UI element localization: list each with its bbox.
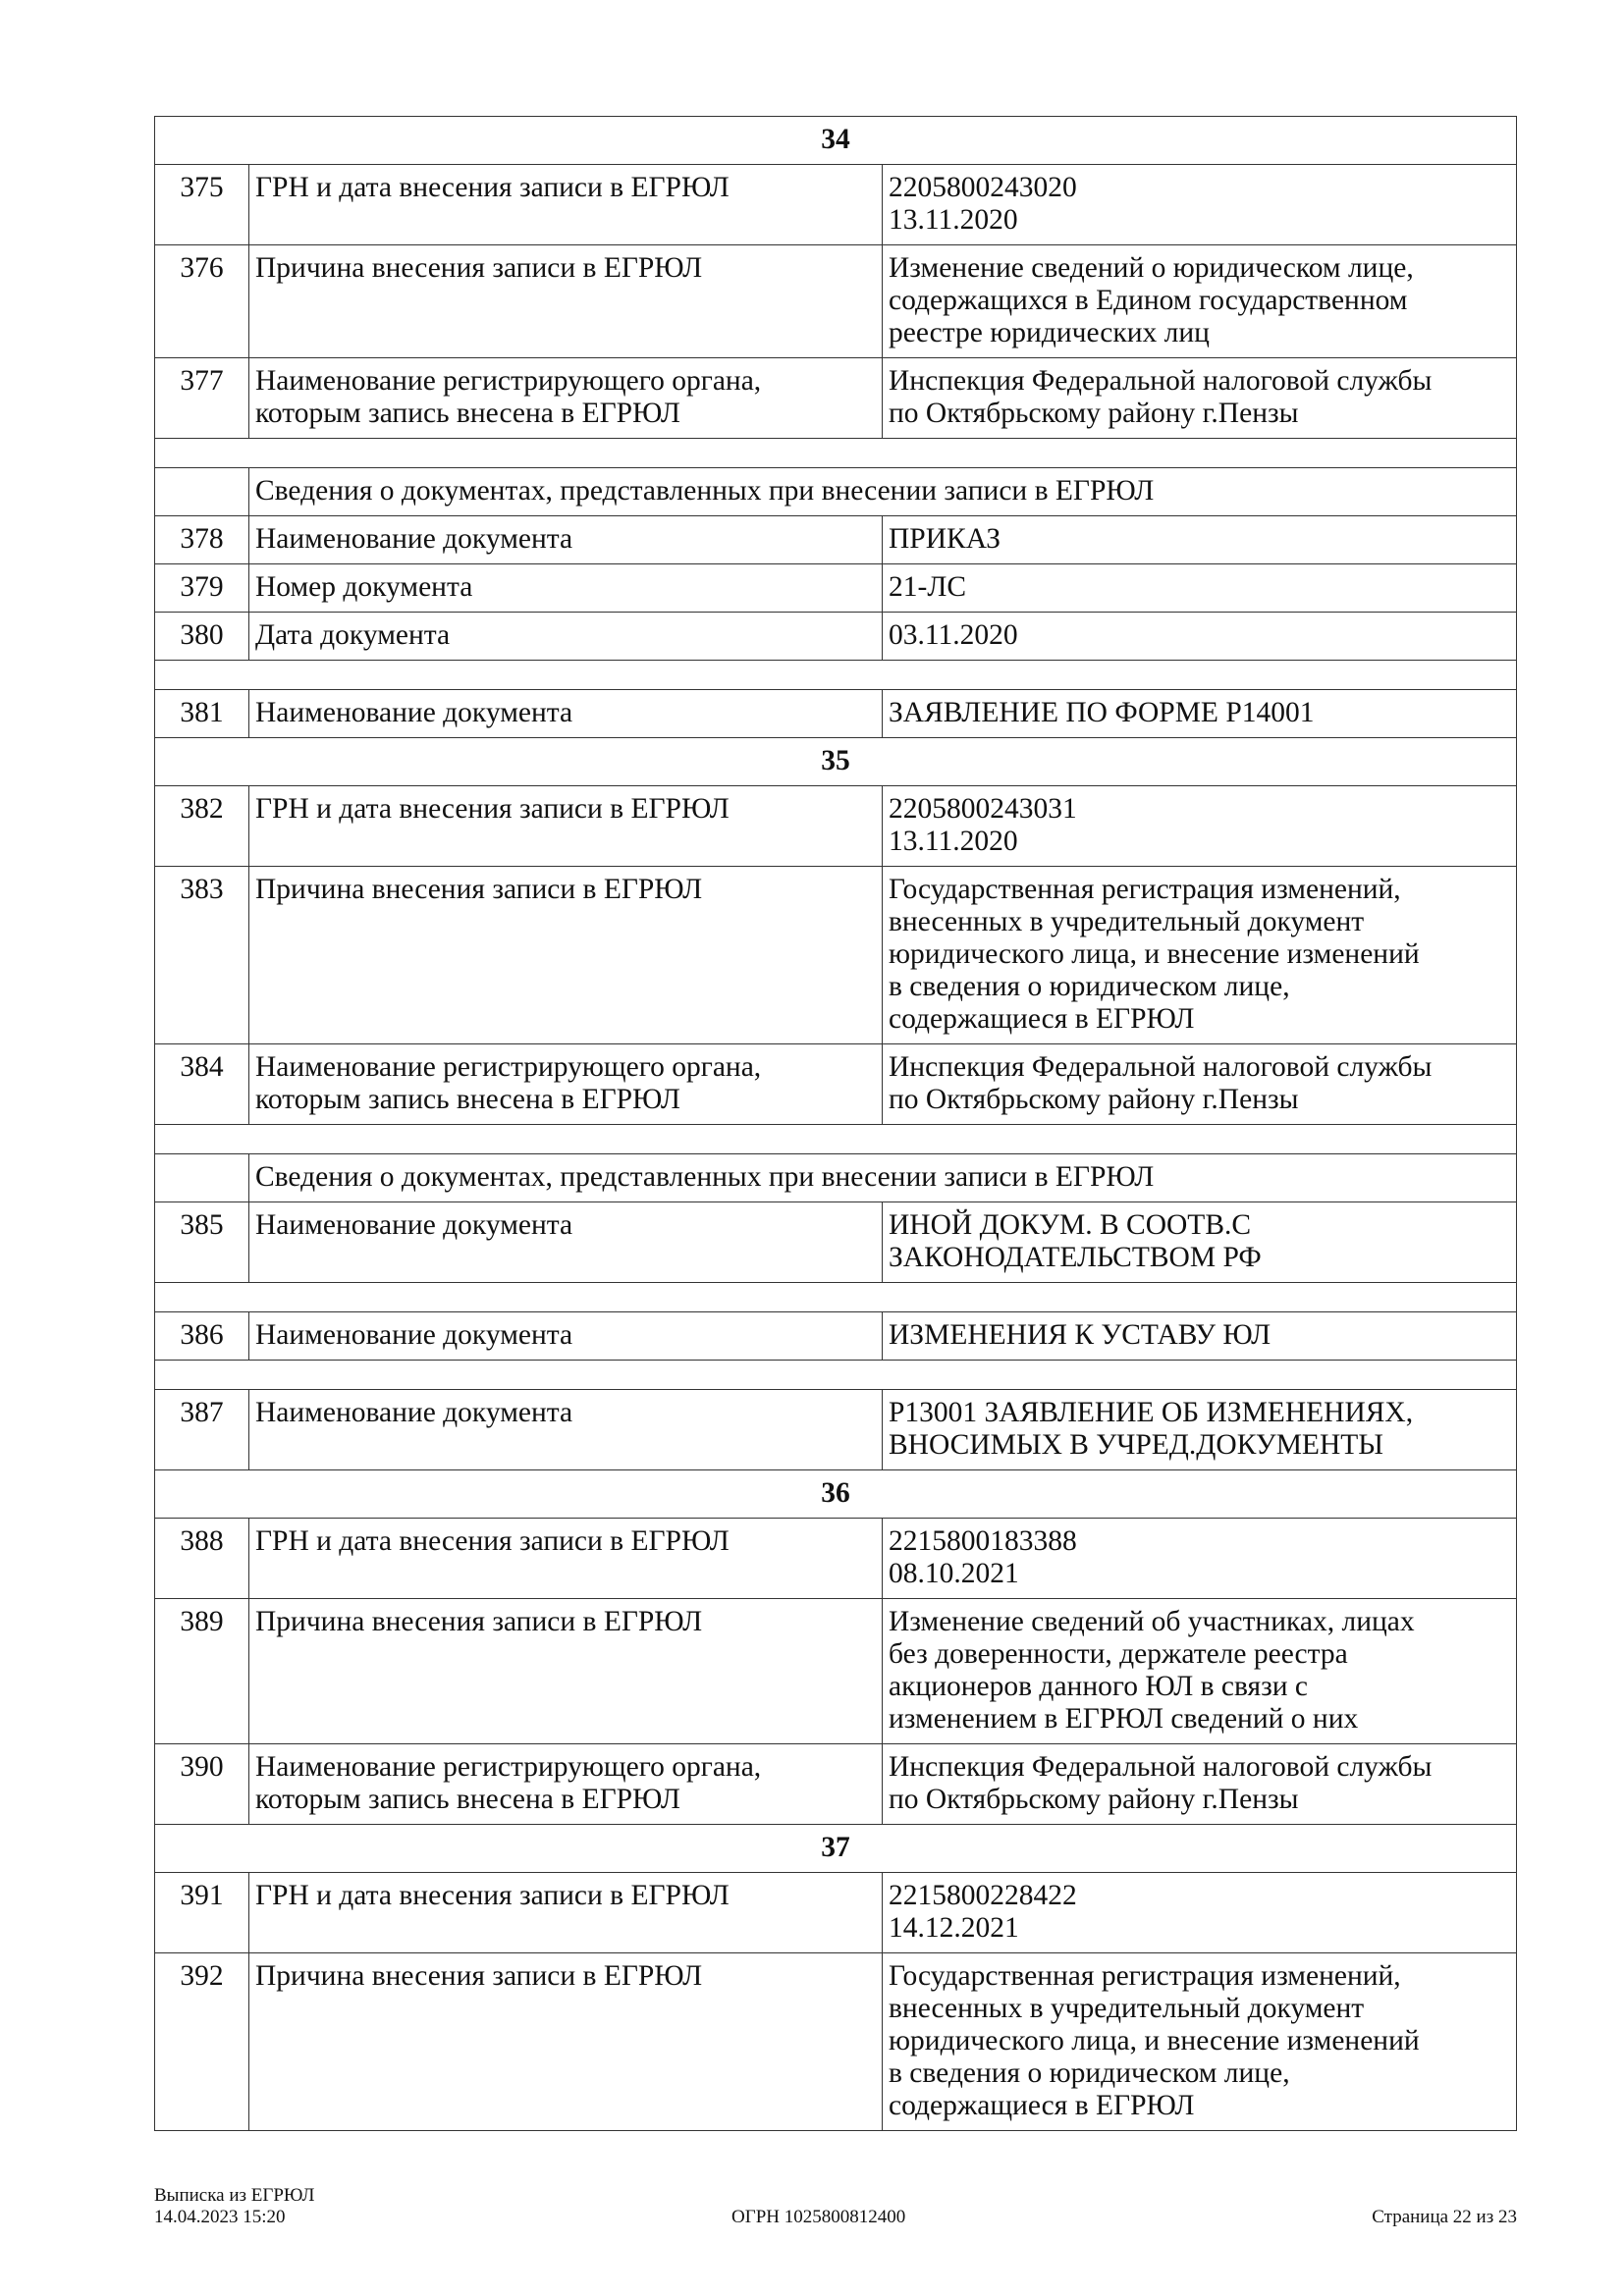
blank-row (155, 1125, 1517, 1154)
table-row (155, 358, 1517, 439)
blank-row (155, 661, 1517, 690)
row-value: Р13001 ЗАЯВЛЕНИЕ ОБ ИЗМЕНЕНИЯХ, ВНОСИМЫХ В УЧРЕД.ДОКУМЕНТЫ (883, 1390, 1517, 1470)
row-number: 385 (155, 1202, 249, 1283)
table-row (155, 1873, 1517, 1953)
footer-ogrn: ОГРН 1025800812400 (731, 2207, 906, 2227)
documents-subheader: Сведения о документах, представленных при внесении записи в ЕГРЮЛ (249, 468, 1517, 516)
footer-title: Выписка из ЕГРЮЛ (154, 2185, 315, 2206)
documents-subheader: Сведения о документах, представленных при внесении записи в ЕГРЮЛ (249, 1154, 1517, 1202)
table-row (155, 1202, 1517, 1283)
row-value: 21-ЛС (883, 564, 1517, 613)
row-label: ГРН и дата внесения записи в ЕГРЮЛ (249, 1519, 883, 1599)
row-value: Изменение сведений об участниках, лицах без доверенности, держателе реестра акционеров данного ЮЛ в связи с изменением в ЕГРЮЛ сведений о них (883, 1599, 1517, 1744)
blank-row (155, 1283, 1517, 1312)
empty-num-cell (155, 468, 249, 516)
table-row (155, 690, 1517, 738)
table-row (155, 1390, 1517, 1470)
row-number: 384 (155, 1044, 249, 1125)
row-value: Изменение сведений о юридическом лице, содержащихся в Едином государственном реестре юридических лиц (883, 245, 1517, 358)
row-label: Наименование документа (249, 1390, 883, 1470)
documents-subheader-row (155, 468, 1517, 516)
row-value: Инспекция Федеральной налоговой службы по Октябрьскому району г.Пензы (883, 1744, 1517, 1825)
row-value: ЗАЯВЛЕНИЕ ПО ФОРМЕ Р14001 (883, 690, 1517, 738)
row-value: Государственная регистрация изменений, внесенных в учредительный документ юридического лица, и внесение изменений в сведения о юридическом лице, содержащиеся в ЕГРЮЛ (883, 1953, 1517, 2131)
section-number: 34 (155, 117, 1517, 165)
row-number: 377 (155, 358, 249, 439)
table-row (155, 613, 1517, 661)
row-label: Наименование регистрирующего органа, которым запись внесена в ЕГРЮЛ (249, 1044, 883, 1125)
section-number: 36 (155, 1470, 1517, 1519)
blank-cell (155, 439, 1517, 468)
row-number: 375 (155, 165, 249, 245)
table-row (155, 1599, 1517, 1744)
row-number: 386 (155, 1312, 249, 1361)
blank-cell (155, 1125, 1517, 1154)
row-number: 381 (155, 690, 249, 738)
row-label: Причина внесения записи в ЕГРЮЛ (249, 1599, 883, 1744)
section-header-row (155, 1470, 1517, 1519)
blank-cell (155, 1361, 1517, 1390)
row-label: Наименование документа (249, 1312, 883, 1361)
row-label: Причина внесения записи в ЕГРЮЛ (249, 245, 883, 358)
footer-page-number: Страница 22 из 23 (1372, 2207, 1517, 2227)
section-header-row (155, 117, 1517, 165)
row-label: Наименование документа (249, 1202, 883, 1283)
row-number: 382 (155, 786, 249, 867)
row-value: 03.11.2020 (883, 613, 1517, 661)
row-number: 380 (155, 613, 249, 661)
row-value: 2205800243020 13.11.2020 (883, 165, 1517, 245)
blank-row (155, 439, 1517, 468)
section-header-row (155, 1825, 1517, 1873)
row-value: ПРИКАЗ (883, 516, 1517, 564)
blank-row (155, 1361, 1517, 1390)
table-row (155, 1312, 1517, 1361)
footer-left (154, 2185, 314, 2228)
row-number: 383 (155, 867, 249, 1044)
egrul-extract-table (154, 116, 1517, 2131)
table-row (155, 1744, 1517, 1825)
documents-subheader-row (155, 1154, 1517, 1202)
table-row (155, 786, 1517, 867)
row-number: 389 (155, 1599, 249, 1744)
table-row (155, 245, 1517, 358)
table-row (155, 1044, 1517, 1125)
table-row (155, 867, 1517, 1044)
row-value: ИЗМЕНЕНИЯ К УСТАВУ ЮЛ (883, 1312, 1517, 1361)
section-header-row (155, 738, 1517, 786)
row-value: ИНОЙ ДОКУМ. В СООТВ.С ЗАКОНОДАТЕЛЬСТВОМ РФ (883, 1202, 1517, 1283)
table-row (155, 564, 1517, 613)
row-label: ГРН и дата внесения записи в ЕГРЮЛ (249, 786, 883, 867)
row-number: 391 (155, 1873, 249, 1953)
row-value: Инспекция Федеральной налоговой службы по Октябрьскому району г.Пензы (883, 1044, 1517, 1125)
blank-cell (155, 661, 1517, 690)
row-label: Наименование документа (249, 516, 883, 564)
row-label: ГРН и дата внесения записи в ЕГРЮЛ (249, 1873, 883, 1953)
section-number: 35 (155, 738, 1517, 786)
row-number: 378 (155, 516, 249, 564)
row-number: 388 (155, 1519, 249, 1599)
section-number: 37 (155, 1825, 1517, 1873)
row-value: 2205800243031 13.11.2020 (883, 786, 1517, 867)
row-number: 387 (155, 1390, 249, 1470)
empty-num-cell (155, 1154, 249, 1202)
table-row (155, 1519, 1517, 1599)
footer-datetime: 14.04.2023 15:20 (154, 2207, 286, 2227)
table-row (155, 516, 1517, 564)
row-label: Номер документа (249, 564, 883, 613)
row-value: Государственная регистрация изменений, внесенных в учредительный документ юридического лица, и внесение изменений в сведения о юридическом лице, содержащиеся в ЕГРЮЛ (883, 867, 1517, 1044)
table-row (155, 1953, 1517, 2131)
row-label: Причина внесения записи в ЕГРЮЛ (249, 1953, 883, 2131)
row-value: 2215800183388 08.10.2021 (883, 1519, 1517, 1599)
row-value: Инспекция Федеральной налоговой службы по Октябрьскому району г.Пензы (883, 358, 1517, 439)
blank-cell (155, 1283, 1517, 1312)
row-value: 2215800228422 14.12.2021 (883, 1873, 1517, 1953)
row-label: Наименование документа (249, 690, 883, 738)
row-label: Дата документа (249, 613, 883, 661)
table-row (155, 165, 1517, 245)
row-number: 376 (155, 245, 249, 358)
row-label: ГРН и дата внесения записи в ЕГРЮЛ (249, 165, 883, 245)
row-number: 392 (155, 1953, 249, 2131)
row-number: 390 (155, 1744, 249, 1825)
row-label: Наименование регистрирующего органа, которым запись внесена в ЕГРЮЛ (249, 1744, 883, 1825)
row-number: 379 (155, 564, 249, 613)
row-label: Причина внесения записи в ЕГРЮЛ (249, 867, 883, 1044)
row-label: Наименование регистрирующего органа, которым запись внесена в ЕГРЮЛ (249, 358, 883, 439)
